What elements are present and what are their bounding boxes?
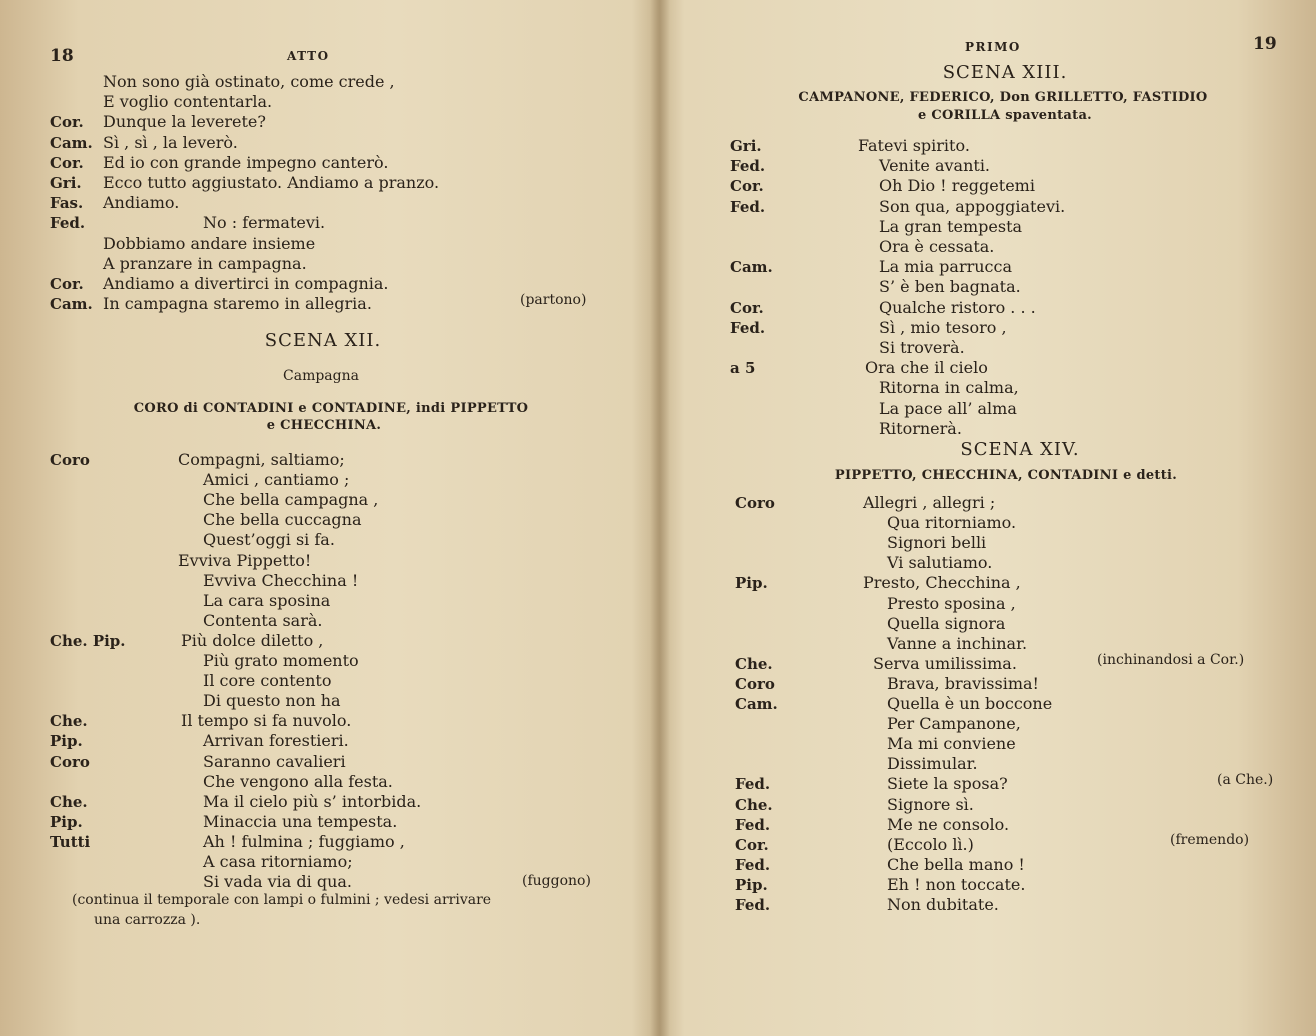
verse-line: Minaccia una tempesta. xyxy=(203,811,398,831)
scene-setting: Campagna xyxy=(283,368,359,384)
verse-line: Ora è cessata. xyxy=(879,237,995,256)
verse-line: Siete la sposa? xyxy=(887,774,1008,794)
scene-title: SCENA XII. xyxy=(264,330,382,351)
verse-line: La gran tempesta xyxy=(879,216,1023,236)
verse-line: Dissimular. xyxy=(887,754,978,774)
verse-line: Vi salutiamo. xyxy=(887,553,993,573)
speaker-name: Pip. xyxy=(735,875,768,894)
speaker-name: Pip. xyxy=(50,812,83,831)
verse-line: In campagna staremo in allegria. xyxy=(103,294,372,314)
speaker-name: Gri. xyxy=(730,137,762,155)
verse-line: Vanne a inchinar. xyxy=(887,633,1028,653)
verse-line: Il core contento xyxy=(203,671,332,691)
verse-line: Che bella mano ! xyxy=(887,854,1025,874)
verse-line: Sì , sì , la leverò. xyxy=(103,132,238,152)
speaker-name: Coro xyxy=(50,752,90,771)
speaker-name: Cam. xyxy=(730,258,773,277)
verse-line: Fatevi spirito. xyxy=(858,136,970,155)
verse-line: Compagni, saltiamo; xyxy=(178,450,345,469)
cast-list-continued: e CORILLA spaventata. xyxy=(917,108,1093,123)
verse-line: Ma mi conviene xyxy=(887,734,1016,754)
verse-line: Oh Dio ! reggetemi xyxy=(879,176,1035,196)
verse-line: Si vada via di qua. xyxy=(203,872,353,892)
verse-line: Si troverà. xyxy=(879,338,965,357)
speaker-name: Fed. xyxy=(735,896,771,914)
stage-direction: (inchinandosi a Cor.) xyxy=(1097,652,1245,668)
stage-direction: (partono) xyxy=(520,292,587,308)
verse-line: Arrivan forestieri. xyxy=(203,731,349,751)
speaker-name: Cor. xyxy=(730,298,764,317)
verse-line: Ritorna in calma, xyxy=(879,378,1019,398)
verse-line: Non dubitate. xyxy=(887,895,999,914)
speaker-name: Cam. xyxy=(50,295,93,314)
speaker-name: Coro xyxy=(50,451,90,469)
verse-line: La pace all’ alma xyxy=(879,398,1017,418)
stage-note: (continua il temporale con lampi o fulmini ; vedesi arrivare xyxy=(72,892,492,908)
verse-line: Andiamo. xyxy=(103,193,180,213)
cast-list: CAMPANONE, FEDERICO, Don GRILLETTO, FASTIDIO xyxy=(798,90,1208,105)
verse-line: Dobbiamo andare insieme xyxy=(103,233,316,253)
left-page xyxy=(0,0,655,1036)
verse-line: Quest’oggi si fa. xyxy=(203,530,335,550)
verse-line: La cara sposina xyxy=(203,590,331,610)
speaker-name: Pip. xyxy=(735,574,768,593)
verse-line: Serva umilissima. xyxy=(873,653,1017,673)
verse-line: Ora che il cielo xyxy=(865,358,988,378)
speaker-name: Cor. xyxy=(735,835,769,854)
speaker-name: Che. xyxy=(735,654,773,673)
speaker-name: a 5 xyxy=(730,359,756,378)
verse-line: Qualche ristoro . . . xyxy=(879,297,1036,317)
verse-line: Quella signora xyxy=(887,613,1006,633)
speaker-name: Coro xyxy=(735,494,775,512)
verse-line: Allegri , allegri ; xyxy=(863,493,996,512)
verse-line: Andiamo a divertirci in compagnia. xyxy=(103,274,389,293)
right-page xyxy=(665,0,1316,1036)
verse-line: Amici , cantiamo ; xyxy=(203,470,350,490)
verse-line: A pranzare in campagna. xyxy=(103,253,307,273)
verse-line: Contenta sarà. xyxy=(203,610,323,630)
speaker-name: Che. xyxy=(735,795,773,814)
speaker-name: Cor. xyxy=(730,177,764,196)
verse-line: Me ne consolo. xyxy=(887,814,1010,834)
stage-note-continued: una carrozza ). xyxy=(94,912,201,928)
verse-line: Quella è un boccone xyxy=(887,694,1053,713)
verse-line: La mia parrucca xyxy=(879,257,1013,277)
speaker-name: Fed. xyxy=(735,855,771,874)
verse-line: Di questo non ha xyxy=(203,691,341,711)
page-number: 19 xyxy=(1253,34,1277,54)
speaker-name: Fed. xyxy=(730,157,766,176)
verse-line: Non sono già ostinato, come crede , xyxy=(103,72,395,91)
speaker-name: Fed. xyxy=(730,318,766,337)
stage-direction: (fremendo) xyxy=(1170,832,1250,848)
cast-list: PIPPETTO, CHECCHINA, CONTADINI e detti. xyxy=(834,468,1178,483)
speaker-name: Che. xyxy=(50,712,88,731)
verse-line: (Eccolo lì.) xyxy=(887,834,974,854)
verse-line: Evviva Pippetto! xyxy=(178,550,312,570)
speaker-name: Coro xyxy=(735,674,775,693)
verse-line: Ah ! fulmina ; fuggiamo , xyxy=(203,831,405,851)
verse-line: Eh ! non toccate. xyxy=(887,874,1026,894)
speaker-name: Pip. xyxy=(50,732,83,751)
verse-line: Qua ritorniamo. xyxy=(887,513,1017,533)
verse-line: Saranno cavalieri xyxy=(203,751,346,771)
verse-line: Che vengono alla festa. xyxy=(203,771,393,791)
verse-line: Che bella campagna , xyxy=(203,490,379,510)
cast-list: CORO di CONTADINI e CONTADINE, indi PIPPETTO xyxy=(133,401,529,416)
verse-line: Brava, bravissima! xyxy=(887,673,1039,693)
verse-line: Presto sposina , xyxy=(887,593,1016,613)
running-head: ATTO xyxy=(287,49,330,63)
verse-line: Che bella cuccagna xyxy=(203,510,362,530)
speaker-name: Che. xyxy=(50,792,88,811)
page-number: 18 xyxy=(50,46,74,66)
verse-line: Presto, Checchina , xyxy=(863,573,1021,593)
scene-title: SCENA XIII. xyxy=(942,62,1068,83)
verse-line: Più grato momento xyxy=(203,651,359,670)
speaker-name: Che. Pip. xyxy=(50,631,126,650)
speaker-name: Cor. xyxy=(50,275,84,293)
verse-line: Ed io con grande impegno canterò. xyxy=(103,152,389,172)
running-head: PRIMO xyxy=(965,40,1021,54)
speaker-name: Fed. xyxy=(735,775,771,794)
speaker-name: Cam. xyxy=(50,133,93,152)
verse-line: No : fermatevi. xyxy=(203,213,326,233)
speaker-name: Gri. xyxy=(50,174,82,192)
speaker-name: Tutti xyxy=(50,832,91,851)
scene-title: SCENA XIV. xyxy=(960,439,1080,460)
speaker-name: Fed. xyxy=(50,214,86,233)
verse-line: Il tempo si fa nuvolo. xyxy=(181,711,352,731)
speaker-name: Cor. xyxy=(50,113,84,132)
verse-line: Venite avanti. xyxy=(879,156,991,176)
verse-line: Ecco tutto aggiustato. Andiamo a pranzo. xyxy=(103,173,440,192)
speaker-name: Cam. xyxy=(735,695,778,713)
verse-line: A casa ritorniamo; xyxy=(203,852,353,871)
verse-line: S’ è ben bagnata. xyxy=(879,277,1021,297)
verse-line: E voglio contentarla. xyxy=(103,92,273,112)
verse-line: Ma il cielo più s’ intorbida. xyxy=(203,791,422,811)
verse-line: Per Campanone, xyxy=(887,714,1021,734)
verse-line: Dunque la leverete? xyxy=(103,112,266,132)
verse-line: Ritornerà. xyxy=(879,418,962,438)
speaker-name: Cor. xyxy=(50,153,84,172)
cast-list-continued: e CHECCHINA. xyxy=(266,418,382,433)
speaker-name: Fas. xyxy=(50,194,84,213)
speaker-name: Fed. xyxy=(735,815,771,834)
verse-line: Signore sì. xyxy=(887,794,974,814)
verse-line: Sì , mio tesoro , xyxy=(879,317,1007,337)
verse-line: Signori belli xyxy=(887,533,987,553)
stage-direction: (a Che.) xyxy=(1217,772,1274,788)
speaker-name: Fed. xyxy=(730,197,766,216)
stage-direction: (fuggono) xyxy=(522,873,591,889)
verse-line: Più dolce diletto , xyxy=(181,630,324,650)
verse-line: Evviva Checchina ! xyxy=(203,570,359,590)
verse-line: Son qua, appoggiatevi. xyxy=(879,196,1066,216)
